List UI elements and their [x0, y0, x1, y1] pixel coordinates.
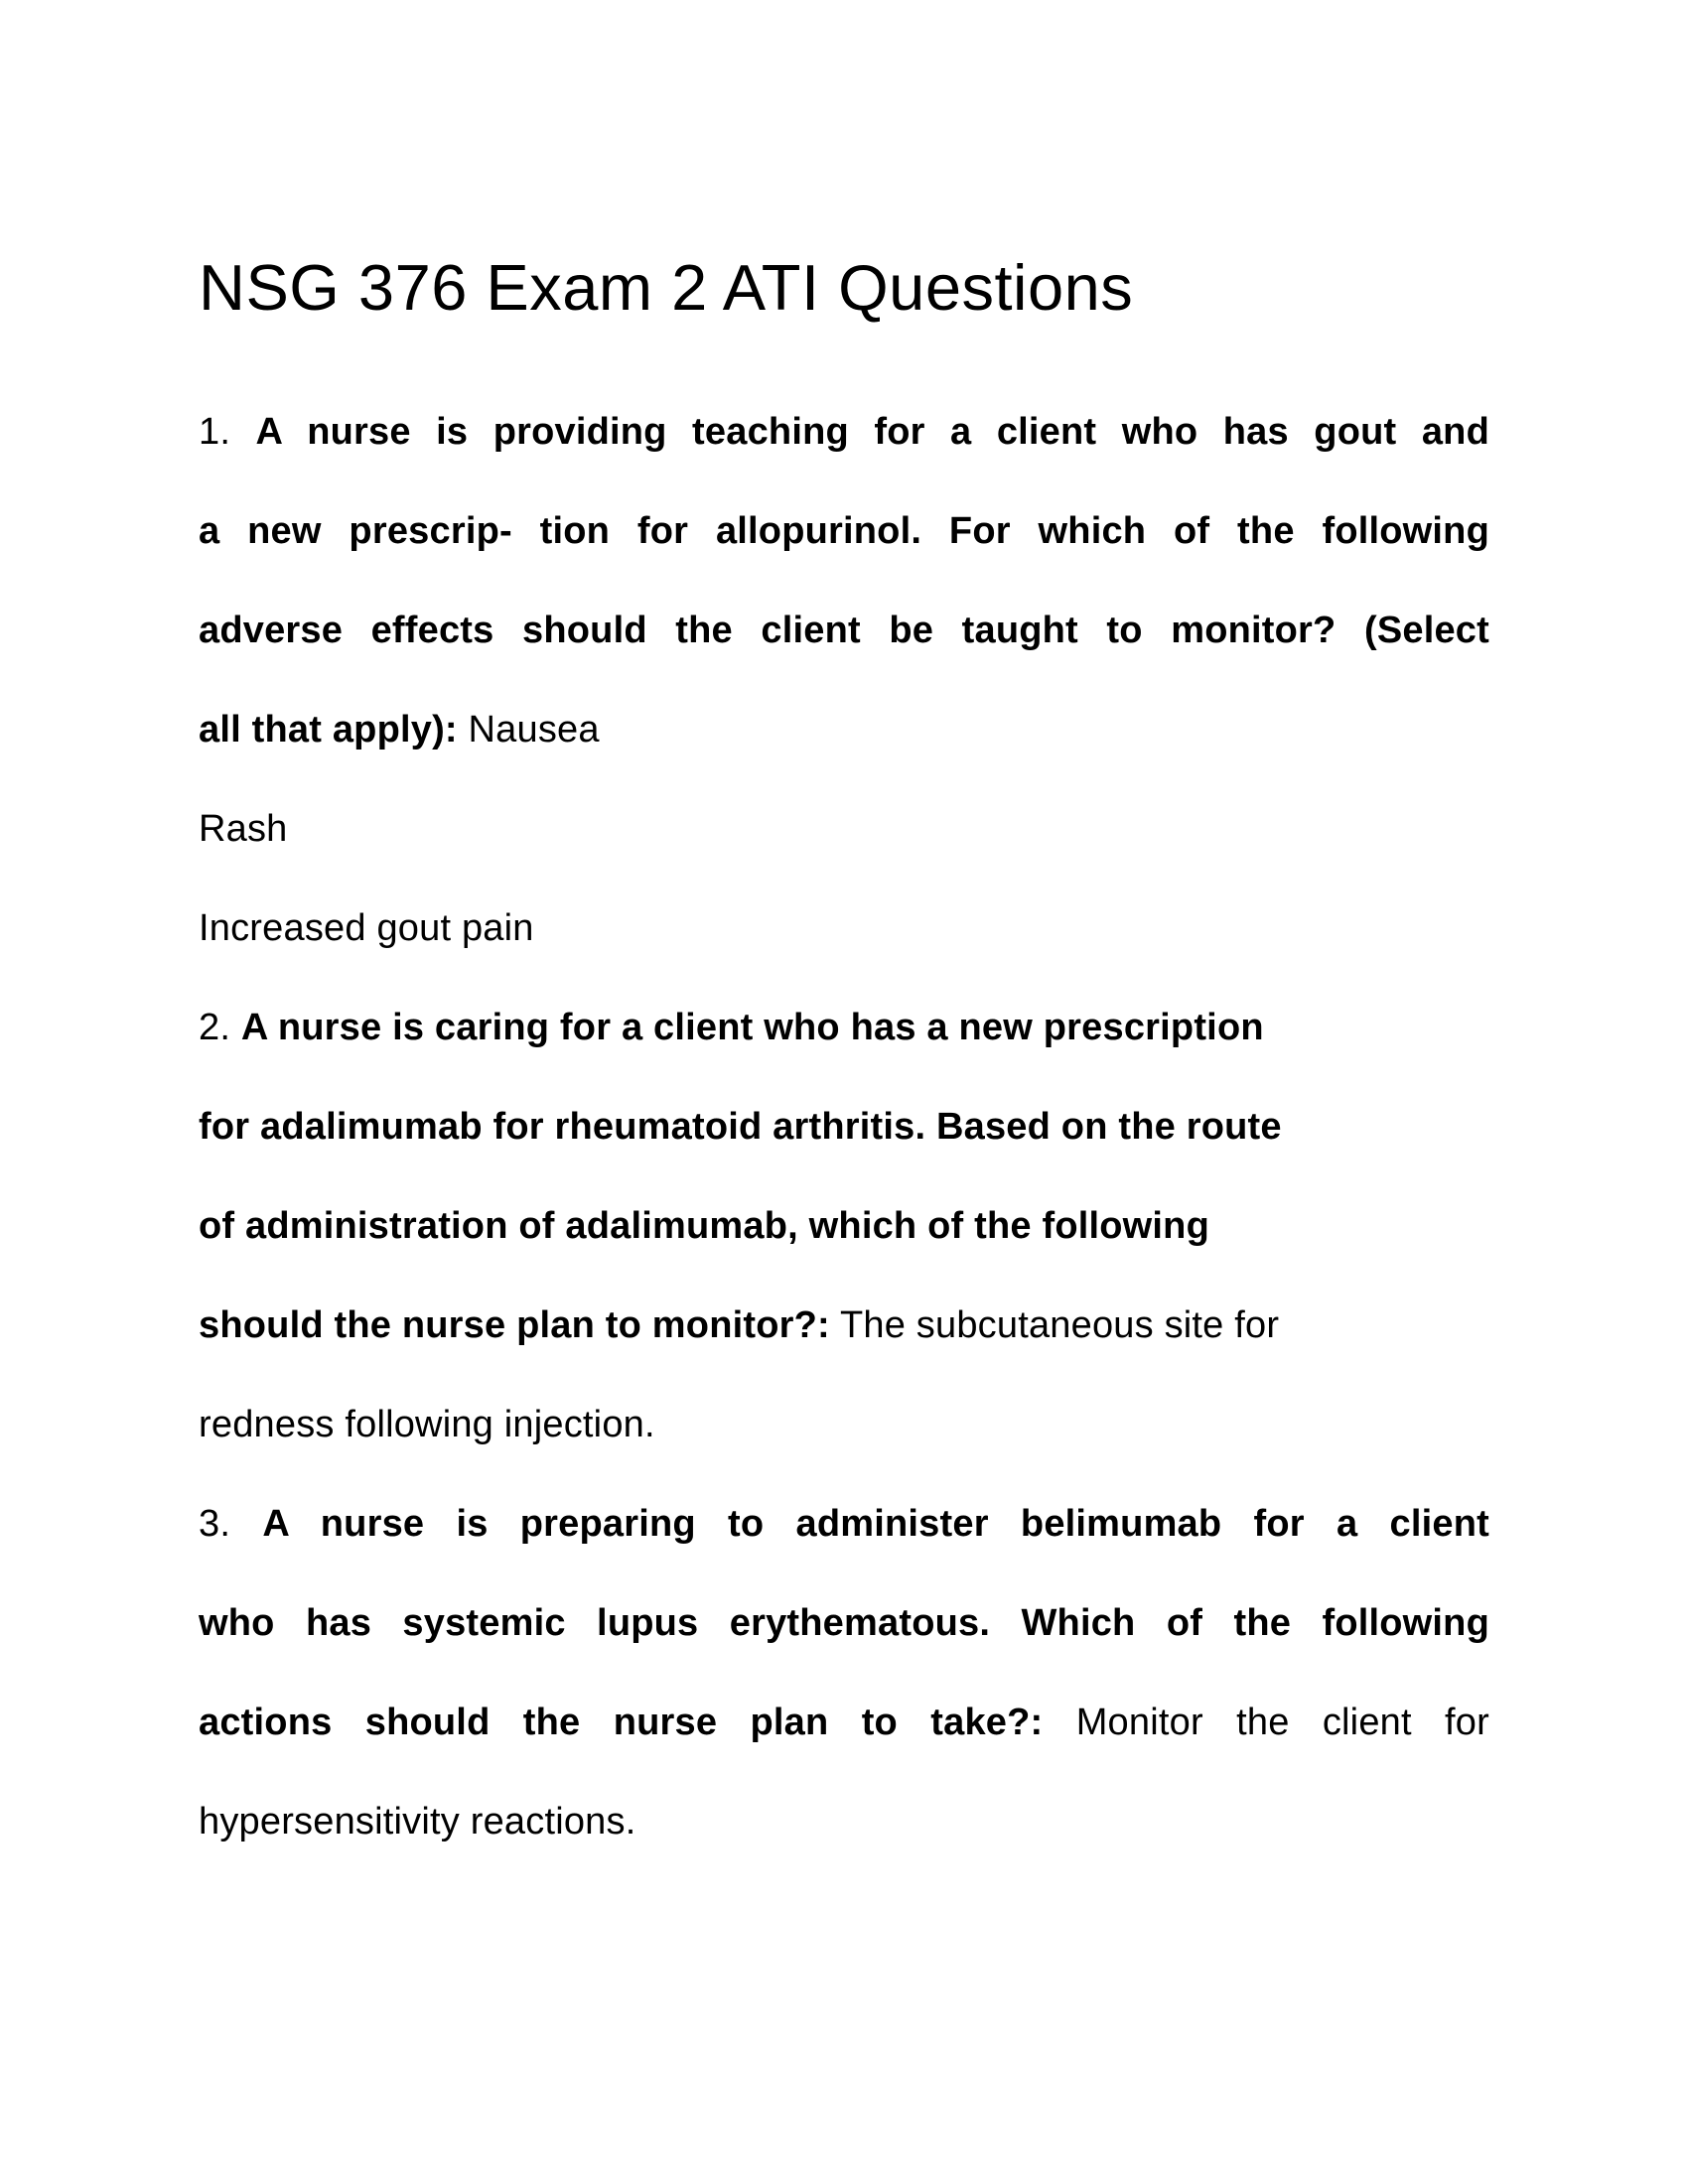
document-line — [199, 710, 1489, 750]
document-line — [199, 1703, 1489, 1742]
answer-text: Monitor the client for — [1043, 1702, 1489, 1743]
document-line — [199, 511, 1489, 551]
question-text: should the nurse plan to monitor?: — [199, 1304, 830, 1346]
document-line — [199, 412, 1489, 452]
question-text: A nurse is providing teaching for a client who has gout and — [255, 411, 1489, 453]
answer-text: Increased gout pain — [199, 907, 534, 949]
question-text: a new prescrip- tion for allopurinol. For which of the following — [199, 510, 1489, 552]
answer-text: redness following injection. — [199, 1404, 655, 1445]
question-text: actions should the nurse plan to take?: — [199, 1702, 1044, 1743]
question-text: all that apply): — [199, 709, 458, 751]
answer-text: 3. — [199, 1503, 263, 1545]
document-line — [199, 1603, 1489, 1643]
document-line — [199, 1405, 1489, 1444]
document-line — [199, 908, 1489, 948]
document-line — [199, 611, 1489, 650]
document-line — [199, 1802, 1489, 1842]
document-line — [199, 1008, 1489, 1047]
question-text: adverse effects should the client be taught to monitor? (Select — [199, 610, 1489, 651]
question-text: who has systemic lupus erythematous. Which of the following — [199, 1602, 1489, 1644]
answer-text: hypersensitivity reactions. — [199, 1801, 636, 1843]
answer-text: Nausea — [457, 709, 600, 751]
answer-text: The subcutaneous site for — [829, 1304, 1280, 1346]
document-line — [199, 1504, 1489, 1544]
answer-text: 1. — [199, 411, 256, 453]
answer-text: Rash — [199, 808, 288, 850]
question-text: for adalimumab for rheumatoid arthritis. Based on the route — [199, 1106, 1282, 1148]
question-text: of administration of adalimumab, which of the following — [199, 1205, 1209, 1247]
document-line — [199, 1206, 1489, 1246]
document-line — [199, 1305, 1489, 1345]
document-line — [199, 809, 1489, 849]
question-text: A nurse is caring for a client who has a new prescription — [240, 1007, 1264, 1048]
document-line — [199, 1107, 1489, 1147]
answer-text: 2. — [199, 1007, 241, 1048]
question-text: A nurse is preparing to administer belimumab for a client — [262, 1503, 1489, 1545]
page-title: NSG 376 Exam 2 ATI Questions — [199, 251, 1134, 324]
